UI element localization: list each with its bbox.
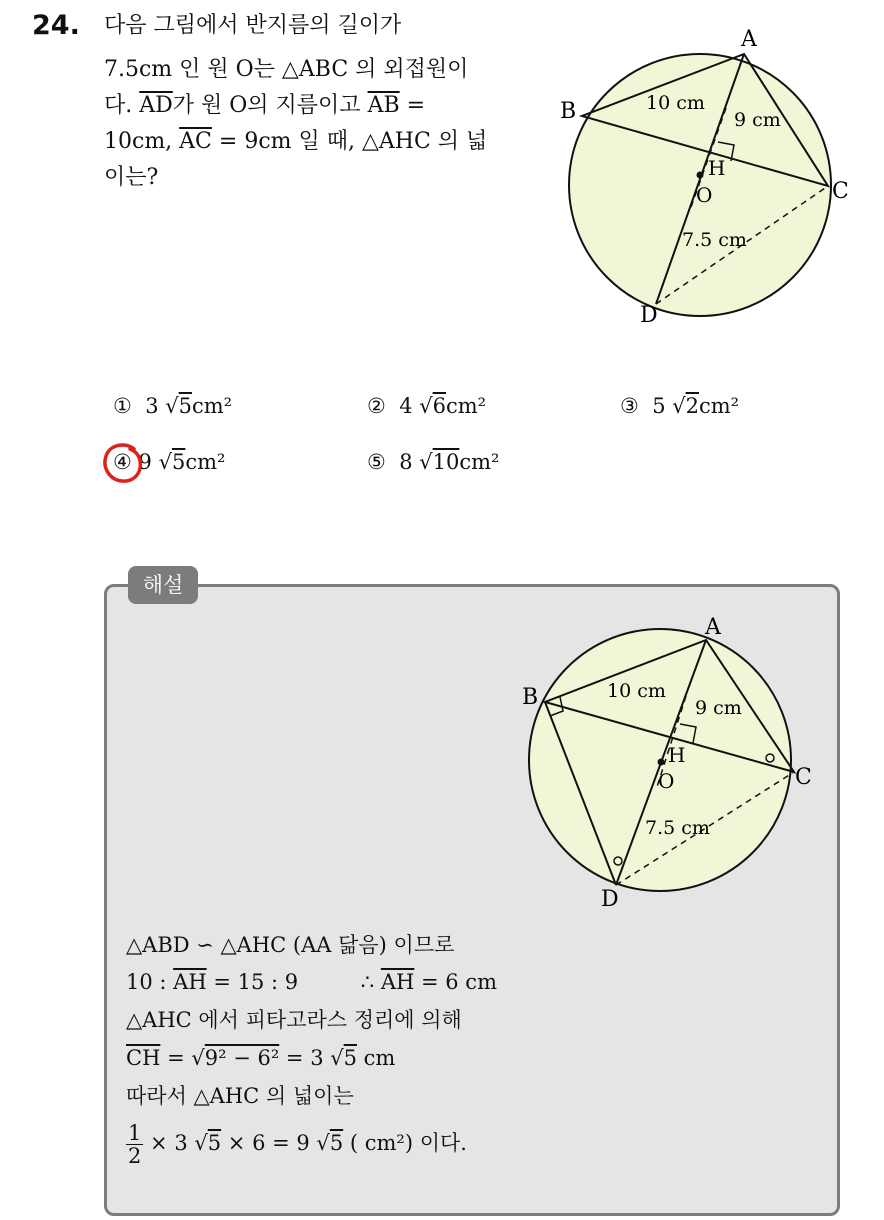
red-circle: [105, 445, 140, 481]
solution-label-10cm: 10 cm: [607, 680, 666, 702]
solution-label-a: A: [705, 615, 721, 640]
solution-label-d: D: [601, 887, 619, 912]
segment-ab: $\overline{AB}$: [367, 93, 400, 118]
question-number: 24.: [32, 10, 80, 41]
label-9cm: 9 cm: [734, 109, 781, 131]
center-dot: [697, 172, 704, 179]
label-c: C: [832, 179, 849, 204]
solution-tag: 해설: [128, 566, 198, 604]
choice-1[interactable]: ① 3 √5cm²: [113, 394, 233, 418]
answer-circle-mark: [100, 440, 148, 486]
solution-line-6: $\frac{1}{2}$ × 3 √5 × 6 = 9 √5 ( cm²) 이다.: [128, 1121, 467, 1168]
segment-ad: $\overline{AD}$: [139, 93, 173, 118]
label-10cm: 10 cm: [646, 92, 705, 114]
label-75cm: 7.5 cm: [682, 229, 747, 251]
solution-line-2: 10 : $\overline{AH} = 15$ : 9 ∴ $\overline{AH} = 6$ cm: [126, 970, 497, 994]
label-o: O: [696, 183, 713, 207]
solution-line-4: $\overline{CH} = √9^2 - 6^2 = 3$ √5 cm: [126, 1046, 396, 1070]
label-a: A: [741, 27, 757, 52]
fraction-one-half: $\frac{1}{2}$: [128, 1121, 142, 1168]
question-line-3: 다. $\overline{AD}$가 원 O의 지름이고 $\overline{AB}$ =: [104, 93, 426, 118]
solution-label-b: B: [522, 685, 539, 710]
choice-4[interactable]: ④ 9 √5cm²: [113, 450, 226, 474]
label-b: B: [560, 99, 577, 124]
question-figure: [550, 20, 870, 330]
solution-center-dot: [658, 759, 665, 766]
solution-label-h: H: [668, 743, 686, 767]
solution-label-75cm: 7.5 cm: [645, 817, 710, 839]
choice-2[interactable]: ② 4 √6cm²: [367, 394, 487, 418]
choice-5[interactable]: ⑤ 8 √10cm²: [367, 450, 500, 474]
segment-ac: $\overline{AC}$: [179, 129, 212, 154]
solution-line-3: △AHC 에서 피타고라스 정리에 의해: [126, 1008, 462, 1032]
label-d: D: [640, 303, 658, 328]
label-h: H: [708, 156, 726, 180]
question-line-2: 7.5cm 인 원 O는 △ABC 의 외접원이: [104, 57, 469, 82]
solution-line-5: 따라서 △AHC 의 넓이는: [126, 1084, 354, 1108]
choice-3[interactable]: ③ 5 √2cm²: [620, 394, 740, 418]
solution-label-c: C: [795, 765, 812, 790]
question-line-4: 10cm, $\overline{AC} = 9cm$ 일 때, △AHC 의 넓: [104, 129, 488, 154]
solution-label-o: O: [658, 769, 675, 793]
question-line-5: 이는?: [104, 165, 159, 190]
solution-label-9cm: 9 cm: [695, 697, 742, 719]
question-line-1: 다음 그림에서 반지름의 길이가: [104, 13, 402, 38]
solution-figure: [510, 610, 830, 915]
solution-line-1: △ABD ∽ △AHC (AA 닮음) 이므로: [126, 933, 455, 957]
